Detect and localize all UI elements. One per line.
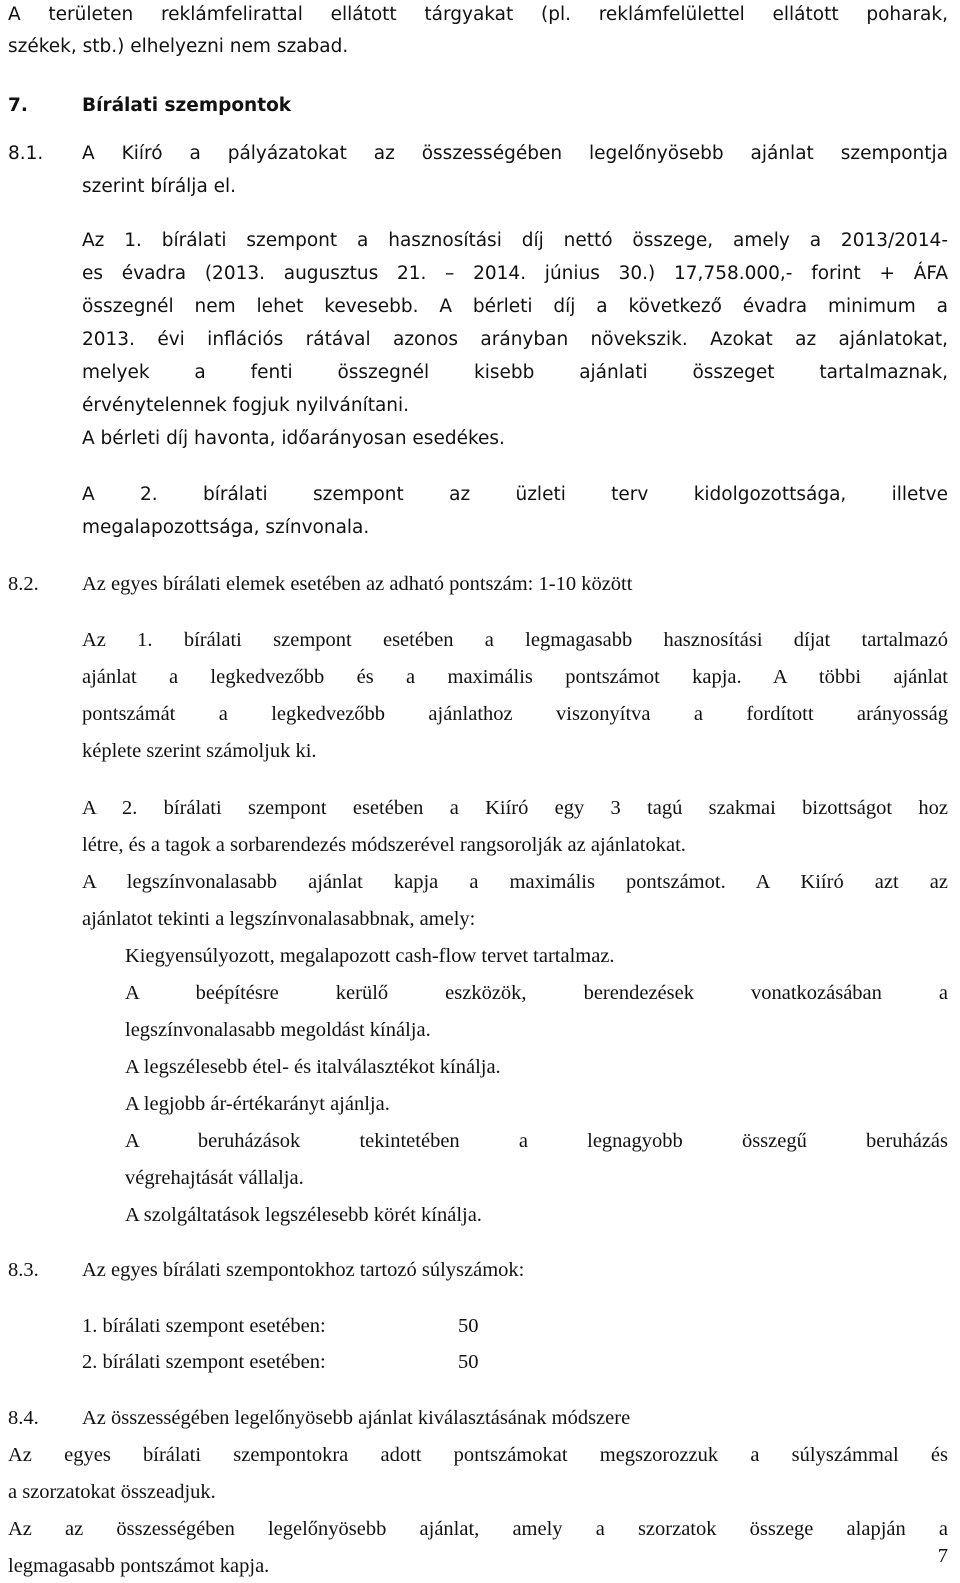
scoring-text: pontszámát a legkedvezőbb ajánlathoz viszonyítva a fordított arányosság: [82, 703, 948, 725]
criterion-1-text: melyek a fenti összegnél kisebb ajánlati összeget tartalmaznak,: [82, 362, 948, 383]
criterion-2-text: A 2. bírálati szempont az üzleti terv kidolgozottsága, illetve: [82, 484, 948, 505]
committee-text: létre, és a tagok a sorbarendezés módszerével rangsorolják az ajánlatokat.: [82, 834, 686, 856]
method-text: Az az összességében legelőnyösebb ajánlat, amely a szorzatok összege alapján a: [8, 1518, 948, 1540]
method-text: Az egyes bírálati szempontokra adott pontszámokat megszorozzuk a súlyszámmal és: [8, 1444, 948, 1466]
weight-value: 50: [458, 1315, 479, 1337]
scoring-text: Az 1. bírálati szempont esetében a legmagasabb hasznosítási díjat tartalmazó: [82, 629, 948, 651]
criteria-item: végrehajtását vállalja.: [125, 1167, 304, 1189]
criteria-item: A szolgáltatások legszélesebb körét kínálja.: [125, 1204, 482, 1226]
criterion-1-text: Az 1. bírálati szempont a hasznosítási díj nettó összege, amely a 2013/2014-: [82, 230, 948, 251]
section-8-4-title: Az összességében legelőnyösebb ajánlat kiválasztásának módszere: [82, 1407, 631, 1429]
criteria-item: A beépítésre kerülő eszközök, berendezések vonatkozásában a: [125, 982, 948, 1004]
page-number: 7: [937, 1545, 948, 1567]
intro-line: A területen reklámfelirattal ellátott tárgyakat (pl. reklámfelülettel ellátott poharak,: [8, 4, 948, 25]
method-text: a szorzatokat összeadjuk.: [8, 1481, 216, 1503]
section-8-1-text: szerint bírálja el.: [82, 176, 237, 197]
section-7-title: Bírálati szempontok: [82, 95, 292, 116]
method-text: legmagasabb pontszámot kapja.: [8, 1555, 270, 1577]
criteria-item: legszínvonalasabb megoldást kínálja.: [125, 1019, 431, 1041]
criteria-item: Kiegyensúlyozott, megalapozott cash-flow tervet tartalmaz.: [125, 945, 615, 967]
criterion-1-text: A bérleti díj havonta, időarányosan esedékes.: [82, 428, 505, 449]
scoring-text: képlete szerint számoljuk ki.: [82, 740, 317, 762]
criterion-1-text: 2013. évi inflációs rátával azonos arányban növekszik. Azokat az ajánlatokat,: [82, 329, 948, 350]
section-8-4-number: 8.4.: [8, 1407, 39, 1429]
weight-value: 50: [458, 1351, 479, 1373]
committee-text: ajánlatot tekinti a legszínvonalasabbnak, amely:: [82, 908, 476, 930]
criterion-1-text: érvénytelennek fogjuk nyilvánítani.: [82, 395, 410, 416]
intro-line: székek, stb.) elhelyezni nem szabad.: [8, 36, 349, 57]
section-8-1-text: A Kiíró a pályázatokat az összességében legelőnyösebb ajánlat szempontja: [82, 143, 948, 164]
weight-label: 1. bírálati szempont esetében:: [82, 1315, 326, 1337]
committee-text: A legszínvonalasabb ajánlat kapja a maximális pontszámot. A Kiíró azt az: [82, 871, 948, 893]
section-7-number: 7.: [8, 95, 28, 116]
criteria-item: A legjobb ár-értékarányt ajánlja.: [125, 1093, 390, 1115]
criterion-1-text: összegnél nem lehet kevesebb. A bérleti díj a következő évadra minimum a: [82, 296, 948, 317]
section-8-1-number: 8.1.: [8, 143, 44, 164]
section-8-2-number: 8.2.: [8, 573, 39, 595]
weight-label: 2. bírálati szempont esetében:: [82, 1351, 326, 1373]
criterion-1-text: es évadra (2013. augusztus 21. – 2014. június 30.) 17,758.000,- forint + ÁFA: [82, 263, 948, 284]
section-8-3-number: 8.3.: [8, 1259, 39, 1281]
criteria-item: A beruházások tekintetében a legnagyobb összegű beruházás: [125, 1130, 948, 1152]
committee-text: A 2. bírálati szempont esetében a Kiíró egy 3 tagú szakmai bizottságot hoz: [82, 797, 948, 819]
scoring-text: ajánlat a legkedvezőbb és a maximális pontszámot kapja. A többi ajánlat: [82, 666, 948, 688]
section-8-2-title: Az egyes bírálati elemek esetében az adható pontszám: 1-10 között: [82, 573, 633, 595]
criteria-item: A legszélesebb étel- és italválasztékot kínálja.: [125, 1056, 501, 1078]
section-8-3-title: Az egyes bírálati szempontokhoz tartozó súlyszámok:: [82, 1259, 525, 1281]
criterion-2-text: megalapozottsága, színvonala.: [82, 517, 370, 538]
